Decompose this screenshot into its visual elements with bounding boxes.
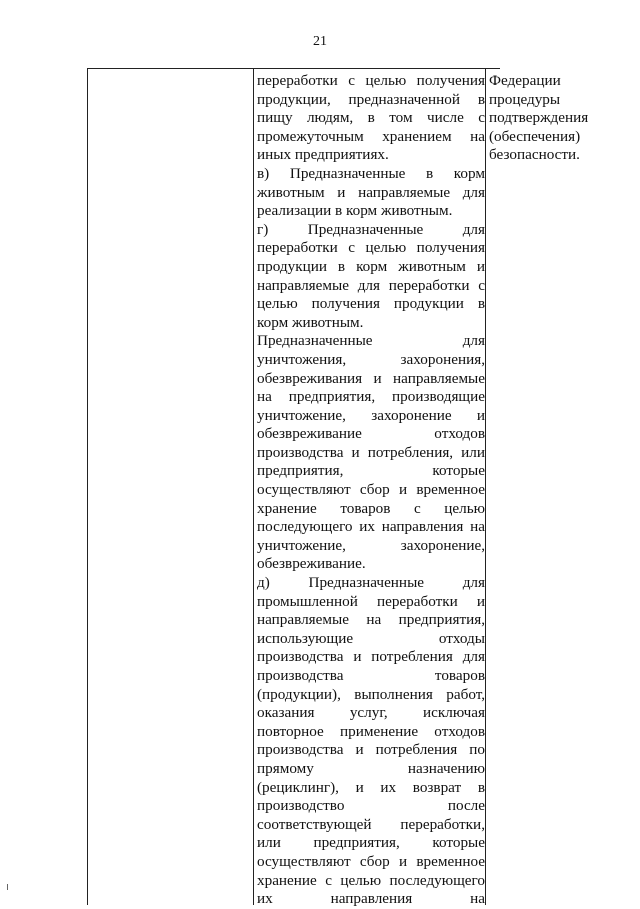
text-line: переработки с целью получения xyxy=(257,72,485,89)
text-line: производства и потребления по xyxy=(257,741,485,759)
text-line: соответствующей переработки, xyxy=(257,815,485,833)
text-line: переработки с целью получения xyxy=(257,239,485,257)
text-line: их направления на xyxy=(257,890,485,908)
text-line: в) Предназначенные в корм xyxy=(257,164,485,182)
text-line: производства и потребления, или xyxy=(257,443,485,461)
text-line: производства товаров xyxy=(257,667,485,684)
text-line: процедуры xyxy=(489,90,561,108)
text-line: или предприятия, которые xyxy=(257,834,485,852)
requirements-text-cell xyxy=(257,72,485,909)
text-line: подтверждения xyxy=(489,109,589,127)
text-line: реализации в корм животным. xyxy=(257,202,453,220)
text-line: (рециклинг), и их возврат в xyxy=(257,778,485,796)
text-line: уничтожение, захоронение, xyxy=(257,536,485,554)
text-line: Предназначенные для xyxy=(257,332,485,350)
text-line: иных предприятиях. xyxy=(257,146,389,164)
text-line: направляемые для переработки с xyxy=(257,276,485,294)
text-line: повторное применение отходов xyxy=(257,722,485,740)
text-line: безопасности. xyxy=(489,146,580,164)
text-line: животным и направляемые для xyxy=(257,183,485,201)
text-line: направляемые на предприятия, xyxy=(257,611,485,629)
table-top-border xyxy=(87,68,500,69)
text-line: г) Предназначенные для xyxy=(257,220,485,238)
text-line: производства и потребления для xyxy=(257,648,485,666)
text-line: на предприятия, производящие xyxy=(257,388,485,406)
text-line: д) Предназначенные для xyxy=(257,574,485,592)
text-line: промышленной переработки и xyxy=(257,592,485,610)
text-line: производство после xyxy=(257,797,485,815)
text-line: уничтожения, захоронения, xyxy=(257,350,485,368)
text-line: промежуточным хранением на xyxy=(257,127,485,145)
text-line: обезвреживания и направляемые xyxy=(257,369,485,387)
column-divider-1 xyxy=(253,68,254,905)
text-line: продукции, предназначенной в xyxy=(257,90,485,108)
text-line: прямому назначению xyxy=(257,759,485,777)
text-line: (продукции), выполнения работ, xyxy=(257,685,485,703)
text-line: продукции в корм животным и xyxy=(257,257,485,275)
text-line: оказания услуг, исключая xyxy=(257,704,485,722)
page-number: 21 xyxy=(313,34,327,49)
text-line: последующего их направления на xyxy=(257,518,485,536)
text-line: хранение с целью последующего xyxy=(257,871,485,889)
text-line: целью получения продукции в xyxy=(257,295,485,313)
procedure-text-cell xyxy=(489,72,599,165)
text-line: Федерации xyxy=(489,72,561,89)
text-line: корм животным. xyxy=(257,313,364,331)
column-divider-2 xyxy=(485,68,486,905)
table-left-border xyxy=(87,68,88,905)
text-line: предприятия, которые xyxy=(257,462,485,480)
text-line: обезвреживание отходов xyxy=(257,425,485,443)
text-line: обезвреживание. xyxy=(257,555,366,573)
text-line: осуществляют сбор и временное xyxy=(257,852,485,870)
text-line: хранение товаров с целью xyxy=(257,499,485,517)
text-line: использующие отходы xyxy=(257,629,485,647)
scan-edge-mark xyxy=(7,884,8,890)
text-line: осуществляют сбор и временное xyxy=(257,481,485,499)
text-line: пищу людям, в том числе с xyxy=(257,109,485,127)
text-line: (обеспечения) xyxy=(489,127,581,145)
text-line: уничтожение, захоронение и xyxy=(257,406,485,424)
